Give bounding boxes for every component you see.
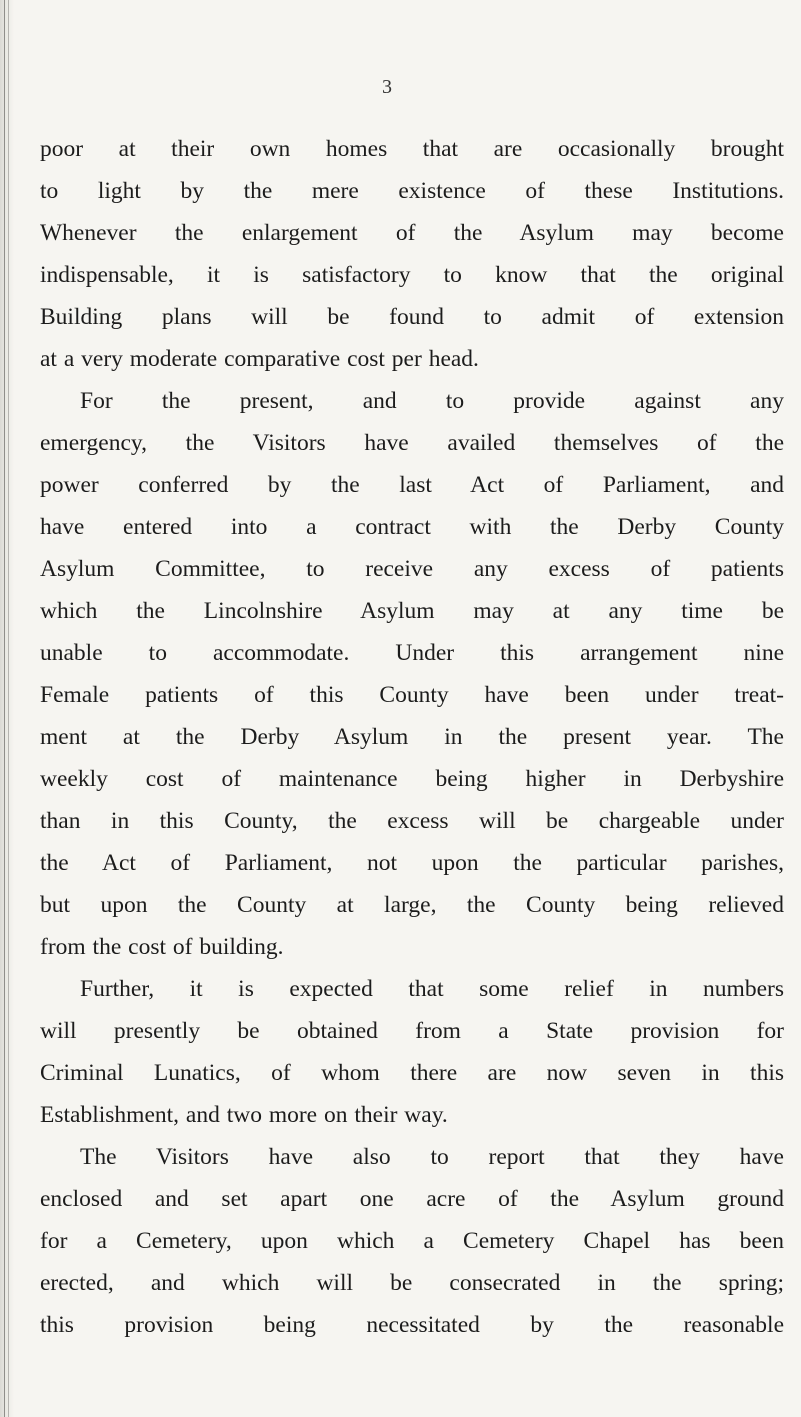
text-line: Whenever the enlargement of the Asylum may become	[40, 220, 784, 246]
text-line: enclosed and set apart one acre of the Asylum ground	[40, 1186, 784, 1212]
text-line: Female patients of this County have been under treat-	[40, 682, 784, 708]
text-line: to light by the mere existence of these Institutions.	[40, 178, 784, 204]
text-line: have entered into a contract with the Derby County	[40, 514, 784, 540]
text-line: will presently be obtained from a State provision for	[40, 1018, 784, 1044]
text-line: weekly cost of maintenance being higher in Derbyshire	[40, 766, 784, 792]
text-line: For the present, and to provide against any	[80, 388, 784, 414]
text-line: Criminal Lunatics, of whom there are now seven in this	[40, 1060, 784, 1086]
text-line: unable to accommodate. Under this arrangement nine	[40, 640, 784, 666]
text-line: power conferred by the last Act of Parliament, and	[40, 472, 784, 498]
page-number: 3	[382, 76, 392, 98]
text-line: erected, and which will be consecrated in the spring;	[40, 1270, 784, 1296]
text-line: Further, it is expected that some relief in numbers	[80, 976, 784, 1002]
text-line: Establishment, and two more on their way.	[40, 1102, 448, 1128]
page-edge-line-inner	[8, 0, 9, 1417]
text-line: the Act of Parliament, not upon the particular parishes,	[40, 850, 784, 876]
page-edge-line	[4, 0, 5, 1417]
text-line: indispensable, it is satisfactory to know that the original	[40, 262, 784, 288]
text-line: The Visitors have also to report that they have	[80, 1144, 784, 1170]
text-line: from the cost of building.	[40, 934, 284, 960]
text-line: which the Lincolnshire Asylum may at any time be	[40, 598, 784, 624]
text-line: at a very moderate comparative cost per head.	[40, 346, 479, 372]
text-line: Asylum Committee, to receive any excess of patients	[40, 556, 784, 582]
text-line: ment at the Derby Asylum in the present year. The	[40, 724, 784, 750]
text-line: than in this County, the excess will be chargeable under	[40, 808, 784, 834]
text-line: poor at their own homes that are occasionally brought	[40, 136, 784, 162]
text-line: emergency, the Visitors have availed themselves of the	[40, 430, 784, 456]
text-line: but upon the County at large, the County being relieved	[40, 892, 784, 918]
page-edge-shadow	[0, 0, 14, 1417]
text-line: for a Cemetery, upon which a Cemetery Chapel has been	[40, 1228, 784, 1254]
body-text	[40, 128, 784, 1346]
text-line: Building plans will be found to admit of extension	[40, 304, 784, 330]
text-line: this provision being necessitated by the reasonable	[40, 1312, 784, 1338]
